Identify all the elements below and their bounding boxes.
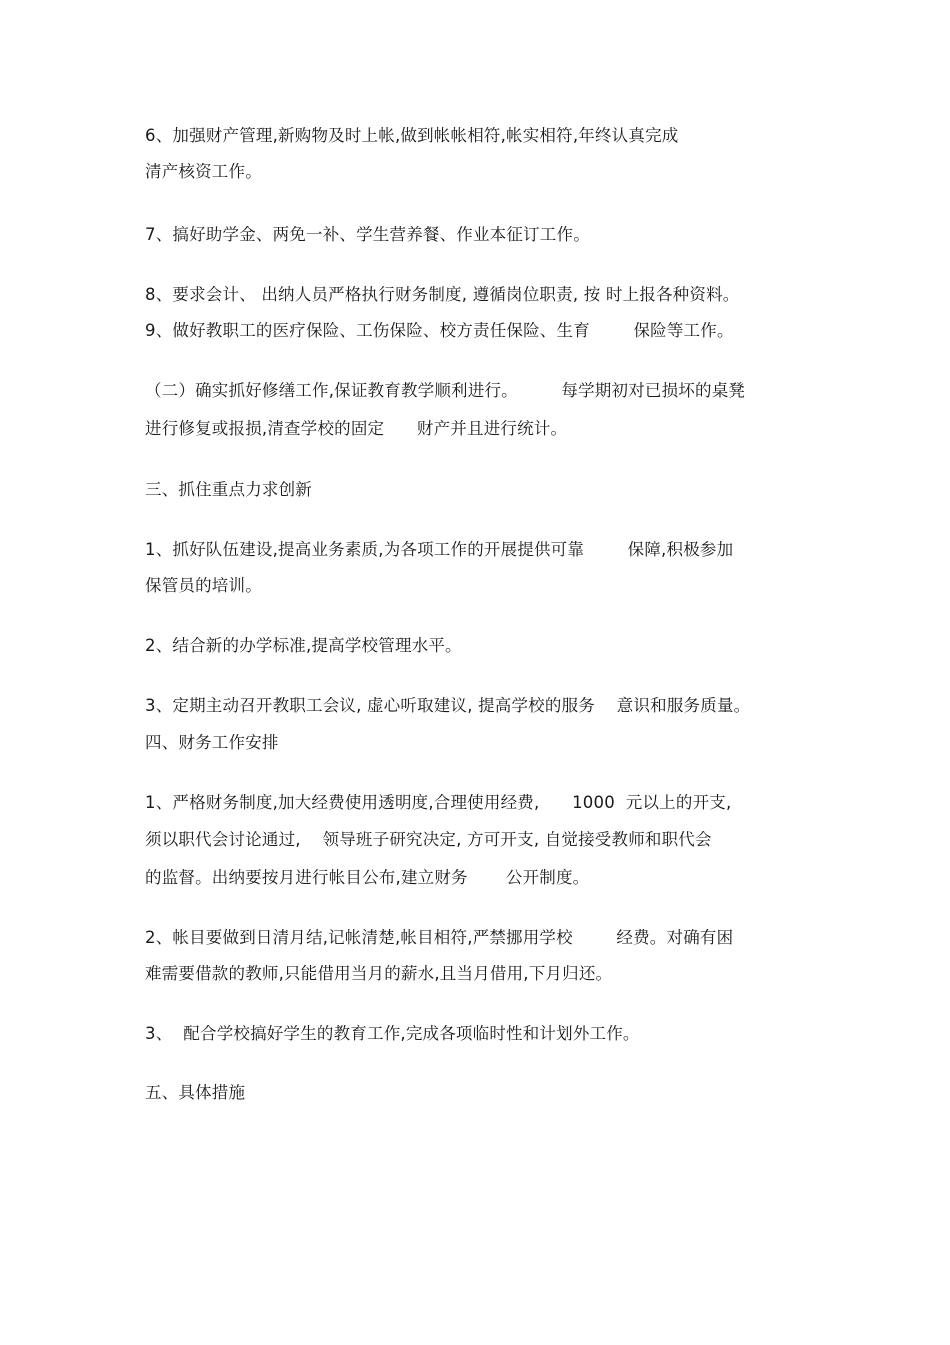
item-3-1-line-2: 保管员的培训。	[145, 576, 262, 595]
paragraph-7: 7、搞好助学金、两免一补、学生营养餐、作业本征订工作。	[145, 225, 590, 244]
paragraph-6-line-1: 6、加强财产管理,新购物及时上帐,做到帐帐相符,帐实相符,年终认真完成	[145, 126, 679, 145]
paragraph-8: 8、要求会计、 出纳人员严格执行财务制度, 遵循岗位职责, 按 时上报各种资料。	[145, 285, 740, 304]
item-3-2: 2、结合新的办学标准,提高学校管理水平。	[145, 636, 462, 655]
item-4-1-line-2: 须以职代会讨论通过, 领导班子研究决定, 方可开支, 自觉接受教师和职代会	[145, 830, 712, 849]
item-3-1-line-1: 1、抓好队伍建设,提高业务素质,为各项工作的开展提供可靠 保障,积极参加	[145, 540, 734, 559]
paragraph-6-line-2: 清产核资工作。	[145, 162, 262, 181]
section-2-line-1: （二）确实抓好修缮工作,保证教育教学顺利进行。 每学期初对已损坏的桌凳	[145, 381, 746, 400]
item-3-3: 3、定期主动召开教职工会议, 虚心听取建议, 提高学校的服务 意识和服务质量。	[145, 696, 751, 715]
paragraph-9: 9、做好教职工的医疗保险、工伤保险、校方责任保险、生育 保险等工作。	[145, 321, 734, 340]
heading-4: 四、财务工作安排	[145, 733, 279, 752]
item-4-2-line-1: 2、帐目要做到日清月结,记帐清楚,帐目相符,严禁挪用学校 经费。对确有困	[145, 928, 734, 947]
heading-5: 五、具体措施	[145, 1083, 246, 1102]
item-4-1-line-3: 的监督。出纳要按月进行帐目公布,建立财务 公开制度。	[145, 868, 590, 887]
section-2-line-2: 进行修复或报损,清查学校的固定 财产并且进行统计。	[145, 419, 568, 438]
heading-3: 三、抓住重点力求创新	[145, 480, 312, 499]
item-4-1-line-1: 1、严格财务制度,加大经费使用透明度,合理使用经费, 1000 元以上的开支,	[145, 793, 732, 812]
item-4-2-line-2: 难需要借款的教师,只能借用当月的薪水,且当月借用,下月归还。	[145, 964, 613, 983]
item-4-3: 3、 配合学校搞好学生的教育工作,完成各项临时性和计划外工作。	[145, 1024, 640, 1043]
